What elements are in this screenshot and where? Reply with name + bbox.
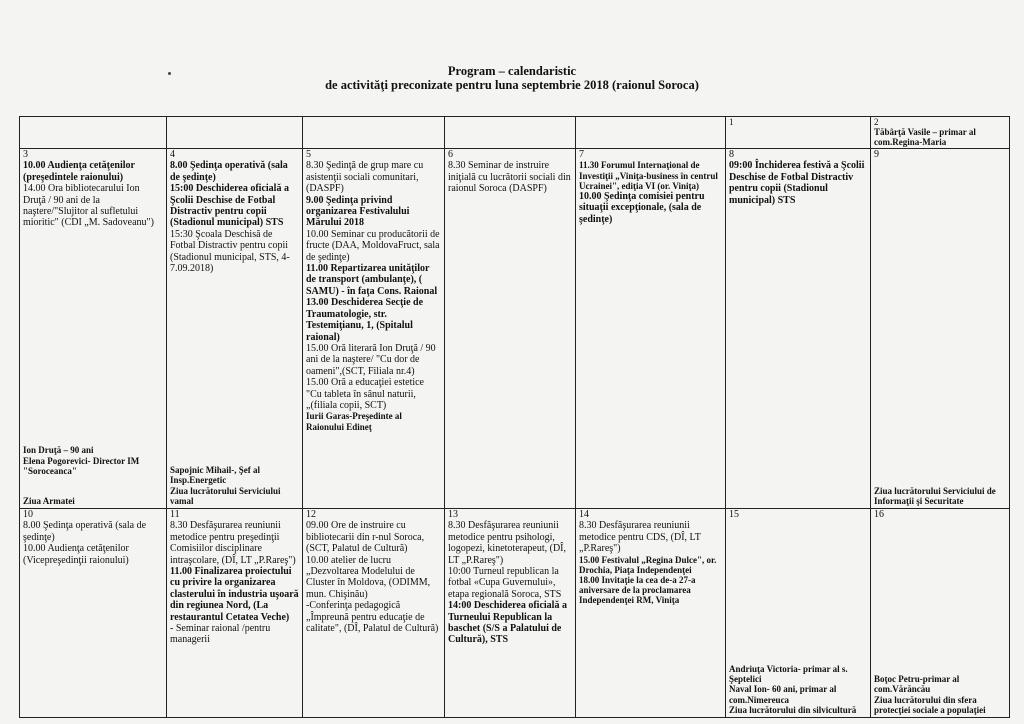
day-cell-1 bbox=[726, 117, 871, 149]
day-number: 13 bbox=[448, 509, 458, 520]
day-cell-13 bbox=[445, 509, 576, 718]
day-cell-6 bbox=[445, 149, 576, 509]
day-cell-empty bbox=[20, 117, 167, 149]
day-cell-16 bbox=[871, 509, 1010, 718]
calendar-row-week1 bbox=[20, 149, 1010, 509]
event-text: 14.00 Ora bibliotecarului Ion Druţă / 90 ani de la naştere/"Slujitor al sufletului mioritic" (CDI „M. Sadoveanu") bbox=[23, 183, 154, 229]
calendar-table bbox=[19, 116, 1010, 718]
day-number: 9 bbox=[874, 149, 879, 160]
anniversary-note: Andriuţa Victoria- primar al s. Şeptelici Naval Ion- 60 ani, primar al com.Nimereuca Ziua lucrătorului din silvicultură bbox=[729, 663, 857, 715]
anniversary-note: Iurii Garas-Preşedinte al Raionului Edineţ bbox=[306, 411, 402, 432]
event-text: 11.00 Repartizarea unităţilor de transport (ambulanţe), ( SAMU) - în faţa Cons. Raional bbox=[306, 263, 438, 297]
day-number: 7 bbox=[579, 149, 584, 160]
event-text: Tăbârţă Vasile – primar al com.Regina-Maria bbox=[874, 127, 976, 148]
day-cell-4 bbox=[167, 149, 303, 509]
day-cell-10 bbox=[20, 509, 167, 718]
event-text: 15.00 Oră literară Ion Druţă / 90 ani de la naştere/ "Cu dor de oameni",(SCT, Filiala nr.4) bbox=[306, 342, 436, 377]
day-number: 8 bbox=[729, 149, 734, 160]
day-number: 15 bbox=[729, 509, 739, 520]
event-text: 8.00 Şedinţa operativă (sala de şedinţe) bbox=[170, 160, 288, 183]
event-text: 11.30 Forumul Internaţional de Investiţii „Viniţa-business în centrul Ucrainei", ediţia VI (or. Viniţa) bbox=[579, 160, 718, 191]
day-number: 12 bbox=[306, 509, 316, 520]
event-text: 09.00 Ore de instruire cu bibliotecarii din r-nul Soroca, (SCT, Palatul de Cultură) 10.00 atelier de lucru „Dezvoltarea Modelului de Cluster în Moldova, (ODIMM, mun. Chişinău) -Conferinţa pedagogică „Împreună pentru educaţie de calitate", (DÎ, Palatul de Cultură) bbox=[306, 520, 439, 635]
event-text: 8.30 Desfăşurarea reuniunii metodice pentru preşedinţii Comisiilor disciplinare intraşcolare, (DÎ, LT „P.Rareş") bbox=[170, 520, 296, 566]
anniversary-note: Sapojnic Mihail-, Şef al Insp.Energetic Ziua lucrătorului Serviciului vamal bbox=[170, 465, 281, 506]
event-text: 09:00 Închiderea festivă a Şcolii Deschise de Fotbal Distractiv pentru copii (Stadionul municipal) STS bbox=[729, 160, 865, 206]
day-cell-7 bbox=[576, 149, 726, 509]
event-text: 8.30 Desfăşurarea reuniunii metodice pentru psihologi, logopezi, kinetoterapeut, (DÎ, LT „P.Rareş") 10:00 Turneul republican la fotbal «Cupa Guvernului», etapa regională Soroca, STS bbox=[448, 520, 567, 600]
day-cell-2 bbox=[871, 117, 1010, 149]
day-cell-12 bbox=[303, 509, 445, 718]
calendar-row-week0 bbox=[20, 117, 1010, 149]
event-text: 9.00 Şedinţa privind organizarea Festivalului Mărului 2018 bbox=[306, 194, 410, 229]
event-text: 15.00 Festivalul „Regina Dulce", or. Drochia, Piaţa Independenţei 18.00 Invitaţie la cea de-a 27-a aniversare de la proclamarea Independenţei RM, Viniţa bbox=[579, 554, 717, 606]
event-text: 15:00 Deschiderea oficială a Şcolii Deschise de Fotbal Distractiv pentru copii (Stadionul municipal) STS bbox=[170, 183, 289, 229]
day-number: 3 bbox=[23, 149, 28, 160]
day-number: 14 bbox=[579, 509, 589, 520]
event-text: - Seminar raional /pentru managerii bbox=[170, 623, 271, 646]
event-text: 10.00 Audienţa cetăţenilor (preşedintele raionului) bbox=[23, 160, 135, 183]
event-text: 8.30 Desfăşurarea reuniunii metodice pentru CDS, (DÎ, LT „P.Rareş") bbox=[579, 520, 701, 555]
day-cell-empty bbox=[576, 117, 726, 149]
event-text: 10.00 Şedinţa comisiei pentru situaţii excepţionale, (sala de şedinţe) bbox=[579, 191, 705, 225]
day-number: 11 bbox=[170, 509, 180, 520]
anniversary-note: Ion Druţă – 90 ani Elena Pogorevici- Director IM "Soroceanca" bbox=[23, 445, 140, 476]
day-cell-14 bbox=[576, 509, 726, 718]
day-number: 1 bbox=[729, 117, 734, 127]
scan-speck bbox=[168, 72, 171, 75]
day-cell-15 bbox=[726, 509, 871, 718]
day-number: 6 bbox=[448, 149, 453, 160]
event-text: 15:30 Şcoala Deschisă de Fotbal Distractiv pentru copii (Stadionul municipal, STS, 4-7.09.2018) bbox=[170, 228, 290, 275]
day-cell-empty bbox=[167, 117, 303, 149]
document-subtitle: de activităţi preconizate pentru luna septembrie 2018 (raionul Soroca) bbox=[325, 78, 699, 92]
day-number: 10 bbox=[23, 509, 33, 520]
event-text: 8.00 Şedinţa operativă (sala de şedinţe) 10.00 Audienţa cetăţenilor (Vicepreşedinţii raionului) bbox=[23, 520, 147, 566]
day-number: 16 bbox=[874, 509, 884, 520]
event-text: 13.00 Deschiderea Secţie de Traumatologie, str. Testemiţianu, 1, (Spitalul raional) bbox=[306, 297, 424, 343]
day-cell-empty bbox=[303, 117, 445, 149]
event-text: 8.30 Şedinţă de grup mare cu asistenţii sociali comunitari, (DASPF) bbox=[306, 160, 424, 195]
event-text: 11.00 Finalizarea proiectului cu privire la organizarea clasterului în industria uşoară din regiunea Nord, (La restaurantul Cetatea Veche) bbox=[170, 566, 299, 623]
event-text: 15.00 Oră a educaţiei estetice "Cu tableta în sânul naturii,„(filiala copii, SCT) bbox=[306, 377, 424, 411]
holiday-note: Ziua Armatei bbox=[23, 495, 75, 506]
day-number: 5 bbox=[306, 149, 311, 160]
day-cell-5 bbox=[303, 149, 445, 509]
holiday-note: Ziua lucrătorului Serviciului de Informaţii şi Securitate bbox=[874, 485, 996, 506]
day-number: 2 bbox=[874, 117, 879, 127]
day-cell-8 bbox=[726, 149, 871, 509]
day-cell-11 bbox=[167, 509, 303, 718]
day-number: 4 bbox=[170, 149, 175, 160]
event-text: 8.30 Seminar de instruire iniţială cu lucrătorii sociali din raionul Soroca (DASPF) bbox=[448, 160, 571, 195]
calendar-row-week2 bbox=[20, 509, 1010, 718]
document-title: Program – calendaristic bbox=[447, 64, 577, 78]
day-cell-3 bbox=[20, 149, 167, 509]
anniversary-note: Boţoc Petru-primar al com.Vărăncău Ziua lucrătorului din sfera protecţiei sociale a populaţiei bbox=[874, 674, 986, 715]
day-cell-9 bbox=[871, 149, 1010, 509]
event-text: 10.00 Seminar cu producătorii de fructe (DAA, MoldovaFruct, sala de şedinţe) bbox=[306, 228, 440, 263]
event-text: 14:00 Deschiderea oficială a Turneului Republican la baschet (S/S a Palatului de Cultură), STS bbox=[448, 600, 567, 646]
day-cell-empty bbox=[445, 117, 576, 149]
